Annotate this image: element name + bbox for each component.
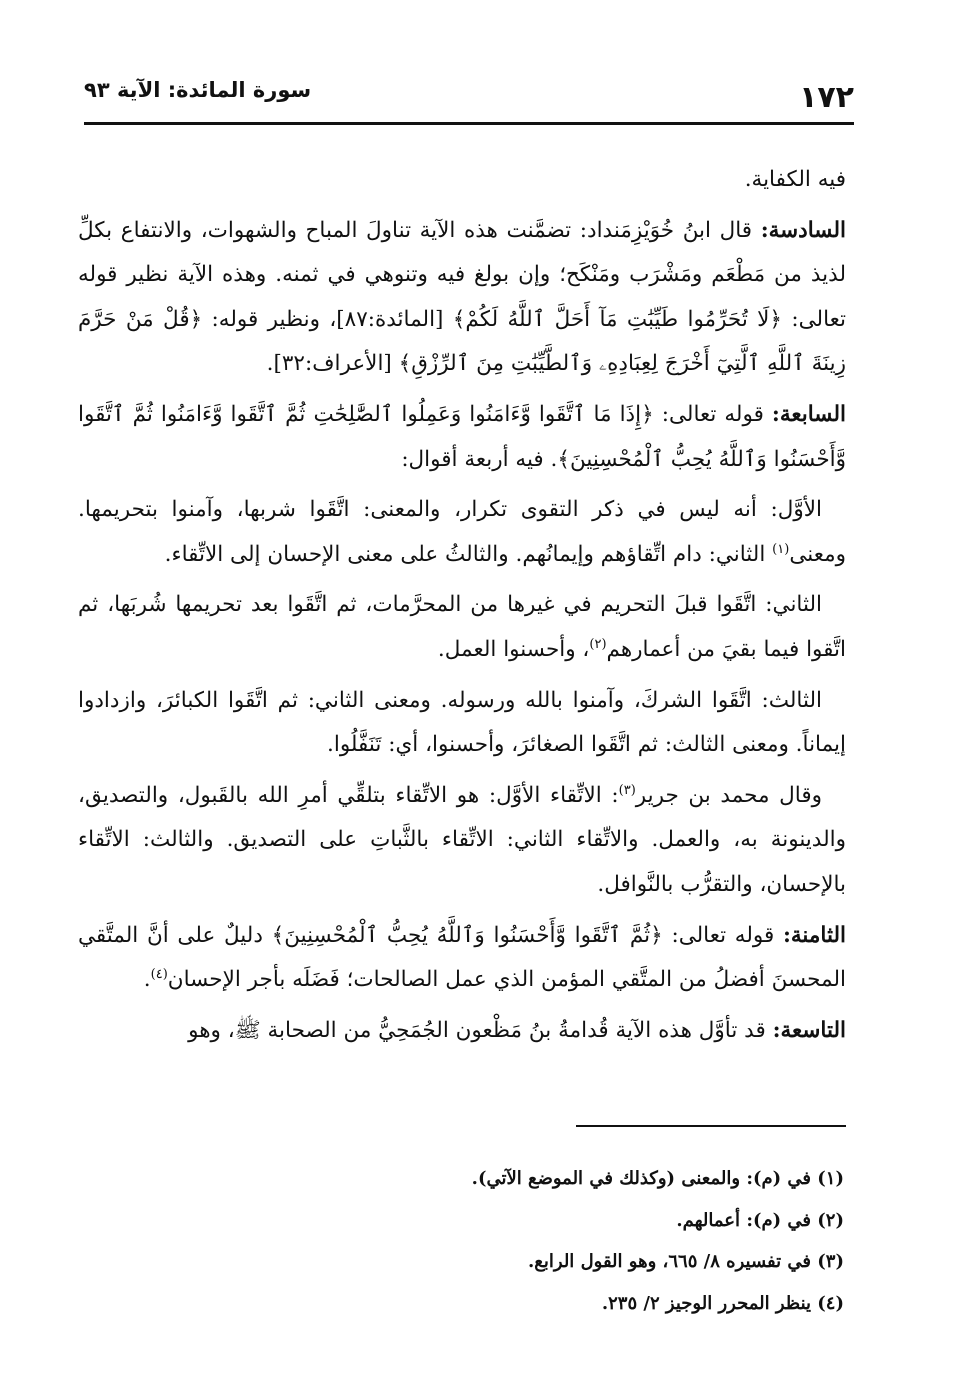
header-rule <box>84 122 854 125</box>
page-header <box>84 78 854 122</box>
footnote: (١) في (م): والمعنى (وكذلك في الموضع الآتي). <box>471 1168 844 1189</box>
paragraph-text: الثاني: دام اتِّقاؤهم وإيمانُهم. والثالثُ على معنى الإحسان إلى الاتِّقاء. <box>164 541 773 567</box>
footnote-ref: (١) <box>772 541 790 557</box>
paragraph-text: الثالث: اتَّقَوا الشركَ، وآمنوا بالله ورسوله. ومعنى الثاني: ثم اتَّقَوا الكبائرَ، وازدادوا إيماناً. ومعنى الثالث: ثم اتَّقَوا الصغائرَ، وأحسنوا، أي: تَنَفَّلُوا. <box>78 687 846 758</box>
footnote-ref: (٢) <box>589 636 607 652</box>
paragraph-text: الثاني: اتَّقَوا قبلَ التحريم في غيرها من المحرَّمات، ثم اتَّقَوا بعد تحريمها شُربَها، ثم اتَّقوا فيما بقيَ من أعمارهم <box>78 592 846 662</box>
main-text <box>78 158 846 1059</box>
footnote-separator <box>576 1125 846 1127</box>
paragraph <box>78 679 846 768</box>
paragraph <box>78 1009 846 1054</box>
page-number: ١٧٢ <box>799 80 854 115</box>
footnote-ref: (٣) <box>618 782 636 798</box>
paragraph-text: قوله تعالى: ﴿ثُمَّ ٱتَّقَوا وَّأَحْسَنُوا وَٱللَّهُ يُحِبُّ ٱلْمُحْسِنِينَ﴾ دليلٌ على أنَّ المتَّقي المحسنَ أفضلُ من المتَّقي المؤمن الذي عمل الصالحات؛ فَضَلَه بأجر الإحسان <box>78 922 846 993</box>
section-lead: السادسة: <box>760 217 846 243</box>
paragraph-text: قد تأوَّل هذه الآية قُدامةُ بنُ مَظْعون الجُمَحِيُّ من الصحابة ﷺ، وهو <box>188 1017 773 1043</box>
section-lead: الثامنة: <box>782 922 846 948</box>
paragraph <box>78 774 846 908</box>
footnote: (٢) في (م): أعمالهم. <box>676 1209 844 1231</box>
running-title: سورة المائدة: الآية ٩٣ <box>84 78 312 102</box>
paragraph <box>78 209 846 387</box>
paragraph-text: فيه الكفاية. <box>744 167 846 192</box>
paragraph-text: قوله تعالى: ﴿إِذَا مَا ٱتَّقَوا وَّءَامَنُوا وَعَمِلُوا ٱلصَّٰلِحَٰتِ ثُمَّ ٱتَّقَوا وَّءَامَنُوا ثُمَّ ٱتَّقَوا وَّأَحْسَنُوا وَٱللَّهُ يُحِبُّ ٱلْمُحْسِنِينَ﴾. فيه أربعة أقوال: <box>78 401 846 472</box>
paragraph-text: وقال محمد بن جرير <box>635 782 822 808</box>
paragraph <box>78 393 846 482</box>
footnote: (٤) ينظر المحرر الوجيز ٢/ ٢٣٥. <box>601 1292 844 1314</box>
section-lead: التاسعة: <box>772 1017 846 1043</box>
paragraph-text: . <box>143 967 151 993</box>
paragraph <box>78 914 846 1003</box>
paragraph-text: الأوَّل: أنه ليس في ذكر التقوى تكرار، والمعنى: اتَّقَوا شربها، وآمنوا بتحريمها. ومعنى <box>78 497 846 567</box>
paragraph-text: قال ابنُ خُوَيْزِمَنداد: تضمَّنت هذه الآية تناولَ المباح والشهوات، والانتفاع بكلِّ لذيذ من مَطْعَم ومَشْرَب ومَنْكَح؛ وإن بولغ فيه وتنوهي في ثمنه. وهذه الآية نظير قوله تعالى: ﴿لَا تُحَرِّمُوا طَيِّبَٰتِ مَآ أَحَلَّ ٱللَّهُ لَكُمْ﴾ [المائدة:٨٧]، ونظير قوله: ﴿قُلْ مَنْ حَرَّمَ زِينَةَ ٱللَّهِ ٱلَّتِيٓ أَخْرَجَ لِعِبَادِهِۦ وَٱلطَّيِّبَٰتِ مِنَ ٱلرِّزْقِ﴾ [الأعراف:٣٢]. <box>78 217 846 377</box>
paragraph <box>78 488 846 577</box>
footnotes <box>78 1158 844 1324</box>
footnote-ref: (٤) <box>150 966 168 982</box>
paragraph-text: : الاتِّقاء الأوَّل: هو الاتِّقاء بتلقِّي أمرِ الله بالقَبول، والتصديق، والدينونة به، والعمل. والاتِّقاء الثاني: الاتِّقاء بالثَّباتِ على التصديق. والثالث: الاتِّقاء بالإحسان، والتقرُّب بالنَّوافل. <box>78 782 846 897</box>
section-lead: السابعة: <box>771 401 846 427</box>
paragraph <box>78 583 846 672</box>
paragraph-text: ، وأحسنوا العمل. <box>437 636 590 662</box>
paragraph <box>78 158 846 203</box>
footnote: (٣) في تفسيره ٨/ ٦٦٥، وهو القول الرابع. <box>528 1251 844 1272</box>
